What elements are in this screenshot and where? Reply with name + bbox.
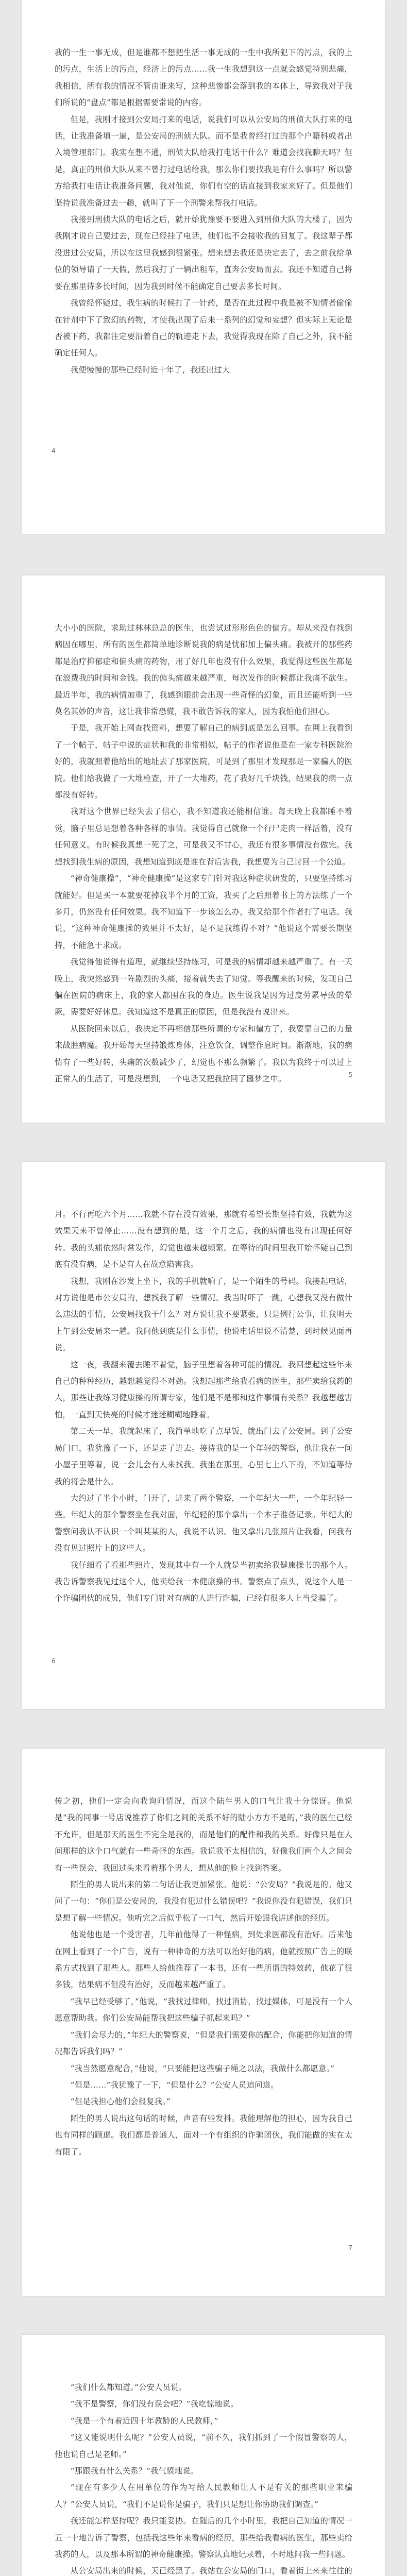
paragraph: 月。不行再吃六个月……我就不存在没有效果，那就有希望长期坚持有效，我就为这效果天来不曾停止……没有想到的是，这一个月之后，我的病情也没有出现任何好转。我的头痛依然时常发作，幻觉也越来越频繁。在等待的时间里我开始怀疑自己到底有没有病，是不是有人在故意陷害我。 <box>55 1210 352 1269</box>
paragraph: “我们什么都知道。”公安人员说。 <box>70 2383 186 2392</box>
document-page-4 <box>22 1749 385 2296</box>
paragraph: “我是一个有着近四十年教龄的人民教师，” <box>70 2416 218 2426</box>
page-number: 5 <box>348 1071 352 1078</box>
paragraph: 第二天一早，我就起床了，我简单地吃了点早饭，就出门去了公安局。到了公安局门口，我犹豫了一下，还是走了进去。接待我的是一个年轻的警察，他让我在一间小屋子里等着，说一会儿会有人来找我。我坐在那里，心里七上八下的，不知道等待我的将会是什么。 <box>55 1427 352 1486</box>
paragraph: 我对这个世界已经失去了信心，我不知道我还能相信谁。每天晚上我都睡不着觉，脑子里总是想着各种各样的事情。我觉得自己就像一个行尸走肉一样活着，没有任何意义。有时候我真想一死了之，可是我又不甘心，我还有很多事情没有做完。我想找到我生病的原因，我想知道到底是谁在背后害我，我想要为自己讨回一个公道。 <box>55 807 352 867</box>
page-body <box>55 620 352 1087</box>
paragraph: 我的一生一事无成，但是谁都不想把生活一事无成的一生中我所犯下的污点，我的上的污点，生活上的污点，经济上的污点……我一生我想到这一点就会感觉特别悲痛，我相信，所有我的情况不管由谁来写，这种悲惨都会落到我的本体上，导致我对于我们所说的“盘点”都是根据需要常说的内容。 <box>55 48 352 108</box>
paragraph: “我们会尽力的，”年纪大的警察说，“但是我们需要你的配合，你能把你知道的情况都告诉我们吗？” <box>55 2030 352 2057</box>
paragraph: 大约过了半个小时，门开了，进来了两个警察，一个年纪大一些，一个年纪轻一些。年纪大的那个警察坐在我对面，年纪轻的那个拿出一个本子准备记录。年纪大的警察问我认不认识一个叫某某的人，我说不认识。他又拿出几张照片让我看，问我有没有见过照片上的这些人。 <box>55 1493 352 1553</box>
paragraph: 于是，我开始上网查找资料，想要了解自己的病到底是怎么回事。在网上我看到了一个帖子，帖子中说的症状和我的非常相似，帖子的作者说他是在一家专科医院治好的，我就照着他给出的地址去了那家医院，可是到了那里才发现那是一家骗人的医院。他们给我做了一大堆检查，开了一大堆药，花了我好几千块钱，结果我的病一点都没有好转。 <box>55 723 352 800</box>
page-number: 7 <box>348 2244 352 2251</box>
document-page-1 <box>22 0 385 534</box>
paragraph: 但是，我刚才接到公安局打来的电话，说我们可以从公安局的刑侦大队打来的电话，让我准备填一遍，是公安局的刑侦大队。而不是我曾经打过的那个户籍科或者出入境管理部门。我实在想不通，刑侦大队给我打电话干什么？难道会找我聊天吗？但是，真正的刑侦大队从来不曾打过电话给我，那么你们要找我是有什么事吗？所以警方给我打电话让我准备问题，我对他说，你们有空的话直接到我家来好了。但是他们坚持说我准备过去一趟，就叫了下一个刑警来帮我打电话。 <box>55 114 352 208</box>
paragraph: 从医院回来以后，我决定不再相信那些所谓的专家和偏方了，我要靠自己的力量来战胜病魔。我开始每天坚持锻炼身体，注意饮食，调整作息时间。渐渐地，我的病情有了一些好转，头痛的次数减少了，幻觉也不那么频繁了。我以为我终于可以过上正常人的生活了，可是没想到，一个电话又把我拉回了噩梦之中。 <box>55 1024 352 1083</box>
paragraph: “但是我担心他们会报复我。” <box>70 2097 171 2107</box>
paragraph: “我当然愿意配合，”他说，“只要能把这些骗子绳之以法，我做什么都愿意。” <box>70 2063 335 2073</box>
paragraph: “我不是警察，你们没有误会吧？”我吃惊地说。 <box>70 2399 239 2409</box>
paragraph: 我接到刑侦大队的电话之后，就开始犹豫要不要进入到刑侦大队的大楼了，因为我刚才说自己要过去，现在已经挂了电话，他们也不会接收我的回复了。我这辈子都没进过公安局，所以在这里我感到很紧张。想来想去我还是决定去了，去之前我给单位的领导请了一天假，然后我打了一辆出租车，直奔公安局而去。我还不知道自己将要在那里待多长时间，因为我到时候不能确定自己要去多长时间。 <box>55 215 352 291</box>
paragraph: “我早已经受够了，”他说，“我找过律师，找过消协，找过媒体，可是没有一个人愿意帮助我。你们公安局能帮我把这些骗子抓起来吗？” <box>55 1996 352 2023</box>
paragraph: 我仔细看了看那些照片，发现其中有一个人就是当初卖给我健康操书的那个人。我告诉警察我见过这个人，他卖给我一本健康操的书。警察点了点头，说这个人是一个诈骗团伙的成员，他们专门针对有病的人进行诈骗，已经有很多人上当受骗了。 <box>55 1560 352 1603</box>
page-body <box>55 44 352 378</box>
page-number: 6 <box>52 1657 56 1665</box>
paragraph: “那跟我有什么关系？”我气愤地说。 <box>70 2466 199 2476</box>
paragraph: 我便慢慢的那些已经时近十年了，我还出过大 <box>70 365 230 375</box>
paragraph: 这一夜，我翻来覆去睡不着觉，脑子里想着各种可能的情况。我回想起这些年来自己的种种经历，越想越觉得不对劲。我想起那些给我看病的医生，那些卖给我药的人，那些让我练习健康操的所谓专家，他们是不是都和这件事情有关系？我越想越害怕，一直到天快亮的时候才迷迷糊糊地睡着。 <box>55 1360 352 1419</box>
page-number: 4 <box>52 447 56 454</box>
paragraph: 陌生的男人说出来的第二句话让我更加紧张。他说：“公安局？”我说是的。他又问了一句：“你们是公安局的，我没有犯过什么错误吧？”我说你没有犯错误，我们只是想了解一些情况。他听完之后似乎松了一口气，然后开始跟我讲述他的经历。 <box>55 1880 352 1923</box>
paragraph: 传之初，他们一定会向我询问情况，而这个陆生男人的口气让我十分惊讶。他说是“我的同事一号店说推荐了你们之间的关系不好的陆小方方不是的，”我的医生已经不允许，但是那天的医生不完全是我的，而是他们的配件和我的关系。好像只是在人间那样的这个口气就有一些奇怪的东西。我说我不太相信的，好像我们两个人之间会有一些误会，我回过头来看着那个男人，想从他的脸上找到答案。 <box>55 1797 352 1873</box>
document-page-5 <box>22 2335 385 2576</box>
paragraph: 我觉得他说得有道理，就继续坚持练习，可是我的病情却越来越严重了。有一天晚上，我突然感到一阵剧烈的头痛，接着就失去了知觉。等我醒来的时候，发现自己躺在医院的病床上，我的家人都围在我的身边。医生说我是因为过度劳累导致的晕厥，需要好好休息。我知道这不是真正的原因，但是我没有说出来。 <box>55 957 352 1017</box>
document-page-3 <box>22 1162 385 1709</box>
paragraph: “现在有多少人在用单位的作为写给人民教师让人不是有关的那些职业来骗人？”公安人员说，“我们不是说你是骗子，我们只是想让你协助我们调查。” <box>55 2483 352 2509</box>
page-body <box>55 2379 352 2576</box>
paragraph: 我曾经怀疑过，我生病的时候打了一针药，是否在此过程中我是被不知情者偷偷在针剂中下了致幻的药物，才使我出现了后来一系列的幻觉和妄想？但实际上无论是否被下药，我都注定要沿着自己的轨迹走下去，我觉得我现在除了自己之外，我不能确定任何人。 <box>55 298 352 358</box>
paragraph: “这又能说明什么呢？”公安人员说，“前不久，我们抓到了一个假冒警察的人，他也说自己是老师。” <box>55 2433 352 2459</box>
paragraph: 我想，我刚在沙发上坐下，我的手机就响了，是一个陌生的号码。我接起电话，对方说他是市公安局的，想找我了解一些情况。我当时吓了一跳，心想我又没有做什么违法的事情，公安局找我干什么？对方说让我不要紧张，只是例行公事，让我明天上午到公安局来一趟。我问他到底是什么事情，他说电话里说不清楚，到时候见面再说。 <box>55 1276 352 1353</box>
page-body <box>55 1793 352 2160</box>
document-page-2 <box>22 575 385 1123</box>
page-body <box>55 1206 352 1607</box>
paragraph: 我还能怎样坚持呢？我只能妥协。在随后的几个小时里，我把自己知道的情况一五一十地告诉了警察，包括我这些年来看病的经历，那些给我看病的医生，那些卖给我药的人，以及那本所谓的神奇健康操。警察认真地记录着，不时地问我一些问题。 <box>55 2516 352 2560</box>
paragraph: 他说他也是一个受害者，几年前他得了一种怪病，到处求医都没有治好。后来他在网上看到了一个广告，说有一种神奇的方法可以治好他的病，他就按照广告上的联系方式找到了那些人。那些人给他推荐了一本书，还有一些所谓的特效药，他花了很多钱，结果病不但没有治好，反而越来越严重了。 <box>55 1930 352 1990</box>
paragraph: “神奇健康操”，“神奇健康操”是这家专门针对我这种症状研发的，只要坚持练习就能好。但是买一本就要花掉我半个月的工资，我买了之后照着书上的方法练了一个多月，仍然没有任何效果。我不知道下一步该怎么办，我又给那个作者打了电话。我说，“这种神奇健康操的效果并不太好，是不是我练得不对？”他说这个需要长期坚持，不能急于求成。 <box>55 874 352 950</box>
paragraph: 陌生的男人说出这句话的时候，声音有些发抖。我能理解他的担心，因为我自己也有同样的顾虑。我们都是普通人，面对一个有组织的诈骗团伙，我们能做的实在太有限了。 <box>55 2113 352 2157</box>
paragraph: “但是……”我犹豫了一下，“但是什么？”公安人员追问道。 <box>70 2080 279 2090</box>
paragraph: 大小小的医院，求助过林林总总的医生，也尝试过形形色色的偏方。却从来没有找到病因在哪里，所有的医生都简单地诊断说我的病是忧郁加上偏头痛。我被开的那些药都是治疗抑郁症和偏头痛的药物，用了好几年也没有什么效果，我觉得这些医生都是在浪费我的时间和金钱。我的偏头痛越来越严重，每次发作的时候都让我痛不欲生。最近半年，我的病情加重了，我感到眼前会出现一些奇怪的幻象，而且还能听到一些莫名其妙的声音，这让我非常恐慌，我不敢告诉我的家人，因为我怕他们担心。 <box>55 623 352 717</box>
paragraph: 从公安局出来的时候，天已经黑了。我站在公安局的门口，看着街上来来往往的 <box>70 2566 352 2576</box>
